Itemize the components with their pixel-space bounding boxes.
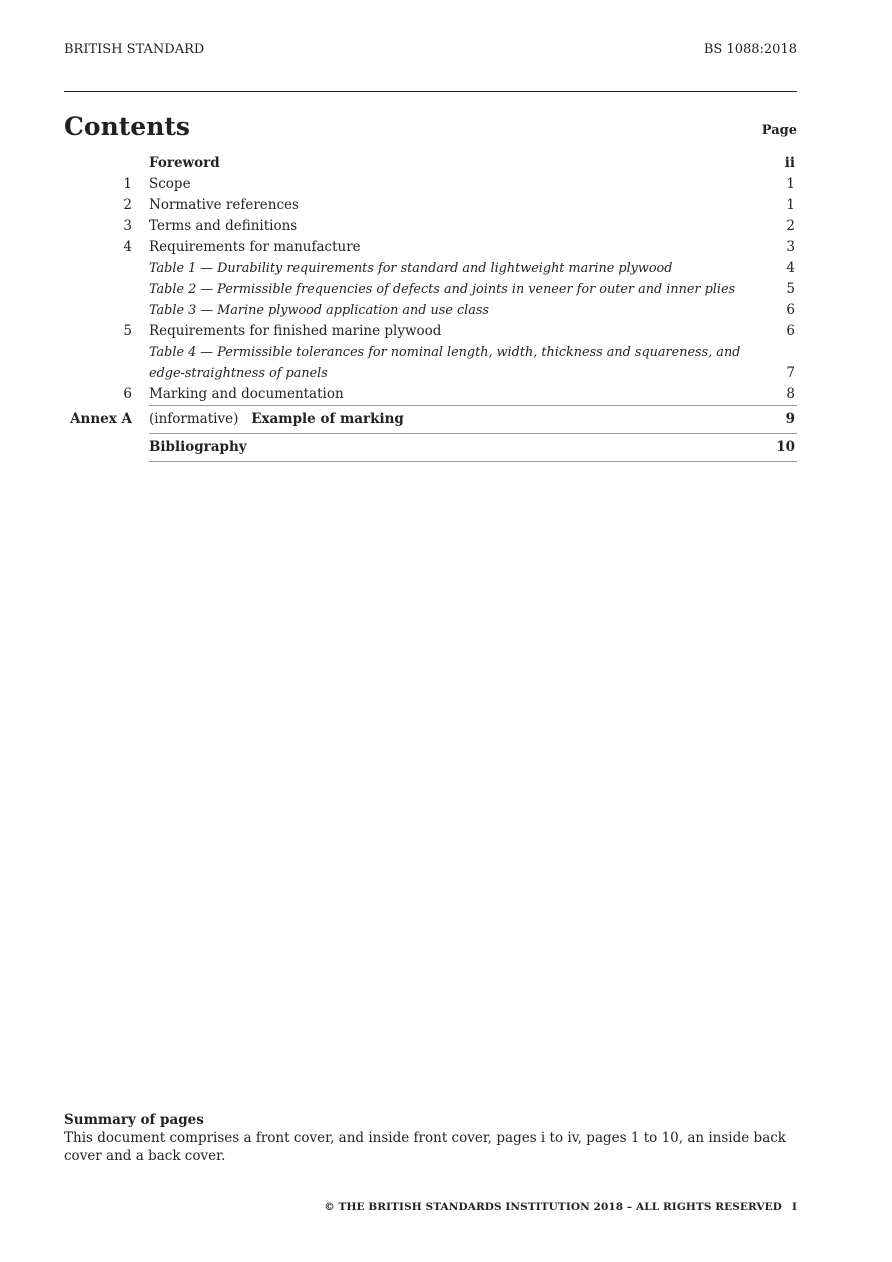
- toc-entry-label: Marking and documentation: [149, 386, 344, 402]
- toc-entry-page: 4: [786, 260, 795, 276]
- toc-entry-bibliography[interactable]: [64, 434, 797, 461]
- header-standard-number: BS 1088:2018: [703, 42, 797, 57]
- toc-entry-annex-a[interactable]: [64, 406, 797, 433]
- toc-entry-number: 4: [123, 239, 132, 255]
- toc-entry-page: 9: [785, 411, 795, 427]
- toc-entry-number: 6: [123, 386, 132, 402]
- summary-of-pages: [64, 1111, 797, 1165]
- toc-entry-normative-references[interactable]: [64, 195, 797, 216]
- header-rule: [64, 91, 797, 92]
- toc-entry-label: Requirements for manufacture: [149, 239, 361, 255]
- toc-entry-page: 6: [786, 302, 795, 318]
- toc-entry-page: ii: [784, 155, 795, 171]
- annex-title: Example of marking: [251, 411, 404, 427]
- copyright-footer: [324, 1201, 797, 1213]
- summary-text: This document comprises a front cover, and inside front cover, pages i to iv, pages 1 to 10, an inside back cover and a back cover.: [64, 1130, 786, 1164]
- toc-entry-number: Annex A: [70, 411, 132, 427]
- toc-entry-label: Terms and definitions: [149, 218, 298, 234]
- copyright-text: © THE BRITISH STANDARDS INSTITUTION 2018 – ALL RIGHTS RESERVED: [324, 1201, 782, 1213]
- toc-entry-page: 6: [786, 323, 795, 339]
- toc-entry-label: Table 2 — Permissible frequencies of defects and joints in veneer for outer and inner plies: [149, 282, 736, 297]
- table-of-contents: [64, 153, 797, 462]
- toc-entry-page: 10: [776, 439, 795, 455]
- toc-entry-number: 3: [123, 218, 132, 234]
- page-title: Contents: [64, 112, 191, 141]
- toc-entry-page: 7: [786, 365, 795, 381]
- toc-divider: [149, 461, 797, 462]
- toc-entry-requirements-manufacture[interactable]: [64, 237, 797, 258]
- toc-entry-label: Bibliography: [149, 439, 247, 455]
- toc-entry-label: Requirements for finished marine plywood: [149, 323, 442, 339]
- toc-entry-number: 2: [123, 197, 132, 213]
- toc-entry-scope[interactable]: [64, 174, 797, 195]
- toc-entry-label: Scope: [149, 176, 191, 192]
- toc-entry-label-group: [149, 406, 737, 433]
- toc-entry-label: Foreword: [149, 155, 220, 171]
- toc-entry-page: 2: [786, 218, 795, 234]
- toc-entry-table-2[interactable]: [64, 279, 797, 300]
- toc-entry-number: 5: [123, 323, 132, 339]
- header-standard-label: BRITISH STANDARD: [64, 42, 205, 57]
- toc-entry-page: 5: [786, 281, 795, 297]
- toc-entry-requirements-finished[interactable]: [64, 321, 797, 342]
- toc-entry-label: Table 1 — Durability requirements for standard and lightweight marine plywood: [149, 261, 673, 276]
- toc-entry-label-line-1: Table 4 — Permissible tolerances for nominal length, width, thickness and squareness, and: [149, 345, 741, 360]
- annex-type-note: (informative): [149, 411, 239, 427]
- page-number: I: [791, 1201, 797, 1213]
- toc-entry-table-4[interactable]: [64, 342, 797, 363]
- toc-entry-foreword[interactable]: [64, 153, 797, 174]
- summary-heading: Summary of pages: [64, 1112, 204, 1128]
- toc-entry-label: Table 3 — Marine plywood application and use class: [149, 303, 489, 318]
- page-column-label: Page: [761, 123, 797, 138]
- toc-entry-table-4-continued[interactable]: [64, 363, 797, 384]
- toc-entry-page: 1: [786, 176, 795, 192]
- toc-entry-table-3[interactable]: [64, 300, 797, 321]
- toc-entry-page: 3: [786, 239, 795, 255]
- toc-entry-number: 1: [123, 176, 132, 192]
- toc-entry-label-line-2: edge-straightness of panels: [149, 366, 328, 381]
- toc-entry-marking[interactable]: [64, 384, 797, 405]
- running-header: [64, 42, 797, 60]
- toc-entry-label: Normative references: [149, 197, 299, 213]
- toc-entry-table-1[interactable]: [64, 258, 797, 279]
- toc-entry-terms[interactable]: [64, 216, 797, 237]
- toc-entry-page: 1: [786, 197, 795, 213]
- toc-entry-page: 8: [786, 386, 795, 402]
